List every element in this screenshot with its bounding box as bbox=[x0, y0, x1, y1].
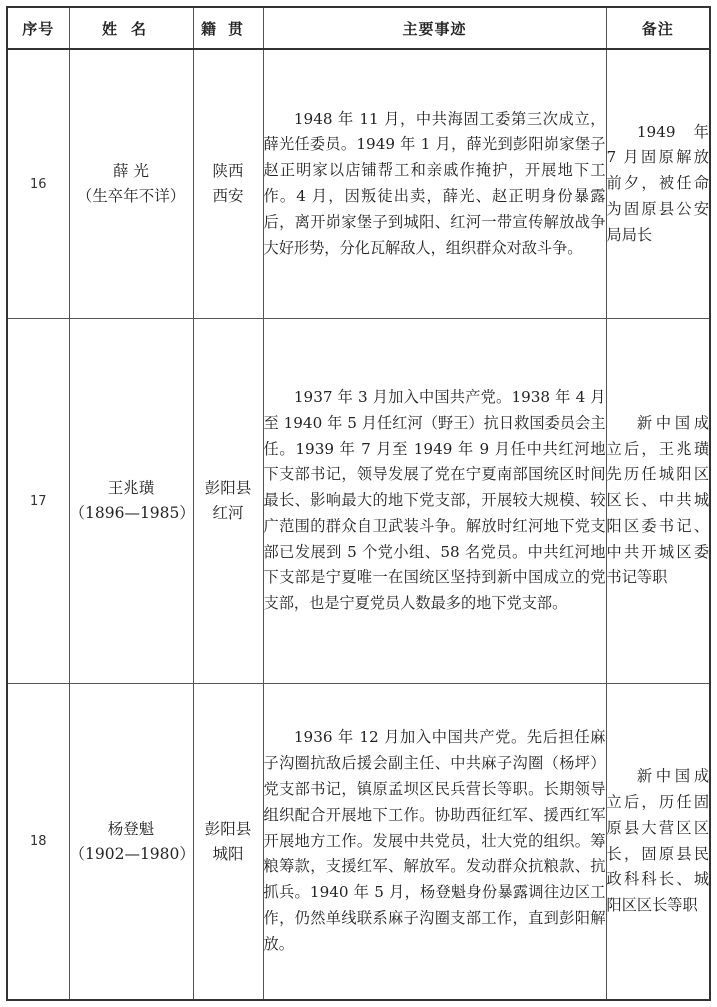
deeds-text: 1936 年 12 月加入中国共产党。先后担任麻子沟圈抗敌后援会副主任、中共麻子沟圈（杨坪）党支部书记，镇原孟坝区民兵营长等职。长期领导组织配合开展地下工作。协助西征红军、援西红军开展地方工作。发展中共党员，壮大党的组织。筹粮筹款，支援红军、解放军。发动群众抗粮款、抗抓兵。1940 年 5 月，杨登魁身份暴露调往边区工作，仍然单线联系麻子沟圈支部工作，直到彭阳解放。 bbox=[263, 728, 606, 953]
header-row bbox=[7, 7, 710, 49]
table-row bbox=[7, 684, 710, 1001]
notes-cell bbox=[606, 684, 710, 1001]
deeds-cell bbox=[263, 684, 606, 1001]
deeds-cell bbox=[263, 319, 606, 684]
origin-line-1: 陕西 bbox=[212, 162, 244, 180]
row-index: 16 bbox=[7, 49, 69, 319]
table-row bbox=[7, 49, 710, 319]
origin-line-2: 西安 bbox=[212, 187, 244, 205]
notes-text: 1949 年 7 月固原解放前夕，被任命为固原县公安局局长 bbox=[606, 122, 709, 244]
notes-cell bbox=[606, 319, 710, 684]
table-row bbox=[7, 319, 710, 684]
person-name: 王兆璜 bbox=[107, 479, 155, 497]
person-name-cell bbox=[69, 684, 193, 1001]
biography-table bbox=[6, 6, 711, 1001]
notes-cell bbox=[606, 49, 710, 319]
origin-line-2: 城阳 bbox=[212, 844, 244, 863]
header-notes: 备注 bbox=[606, 7, 710, 49]
origin-line-1: 彭阳县 bbox=[204, 479, 252, 497]
origin-line-2: 红河 bbox=[212, 504, 244, 522]
person-name: 杨登魁 bbox=[107, 819, 155, 838]
deeds-text: 1948 年 11 月，中共海固工委第三次成立，薛光任委员。1949 年 1 月，薛光到彭阳峁家堡子赵正明家以店铺帮工和亲戚作掩护，开展地下工作。4 月，因叛徒出卖，薛光、赵正明身份暴露后，离开峁家堡子到城阳、红河一带宣传解放战争大好形势，分化瓦解敌人，组织群众对敌斗争。 bbox=[263, 109, 606, 257]
header-origin: 籍贯 bbox=[193, 7, 263, 49]
person-name-cell bbox=[69, 49, 193, 319]
person-years: （1896—1985） bbox=[69, 504, 195, 522]
deeds-cell bbox=[263, 49, 606, 319]
origin-cell bbox=[193, 684, 263, 1001]
header-name: 姓名 bbox=[69, 7, 193, 49]
notes-text: 新中国成立后，历任固原县大营区区长，固原县民政科科长、城阳区区长等职 bbox=[606, 767, 709, 915]
row-index: 17 bbox=[7, 319, 69, 684]
header-deeds: 主要事迹 bbox=[263, 7, 606, 49]
person-years: （1902—1980） bbox=[69, 844, 195, 863]
origin-cell bbox=[193, 49, 263, 319]
person-name-cell bbox=[69, 319, 193, 684]
header-index: 序号 bbox=[7, 7, 69, 49]
table-header bbox=[7, 7, 710, 49]
row-index: 18 bbox=[7, 684, 69, 1001]
deeds-text: 1937 年 3 月加入中国共产党。1938 年 4 月至 1940 年 5 月任红河（野王）抗日救国委员会主任。1939 年 7 月至 1949 年 9 月任中共红河地下支部书记，领导发展了党在宁夏南部国统区时间最长、影响最大的地下党支部，开展较大规模、较广范围的群众自卫武装斗争。解放时红河地下党支部已发展到 5 个党小组、58 名党员。中共红河地下支部是宁夏唯一在国统区坚持到新中国成立的党支部，也是宁夏党员人数最多的地下党支部。 bbox=[263, 387, 606, 613]
notes-text: 新中国成立后，王兆璜先历任城阳区区长、中共城阳区委书记、中共开城区委书记等职 bbox=[606, 413, 709, 587]
person-years: （生卒年不详） bbox=[76, 187, 186, 205]
person-name: 薛 光 bbox=[113, 162, 149, 180]
origin-line-1: 彭阳县 bbox=[204, 819, 252, 838]
origin-cell bbox=[193, 319, 263, 684]
